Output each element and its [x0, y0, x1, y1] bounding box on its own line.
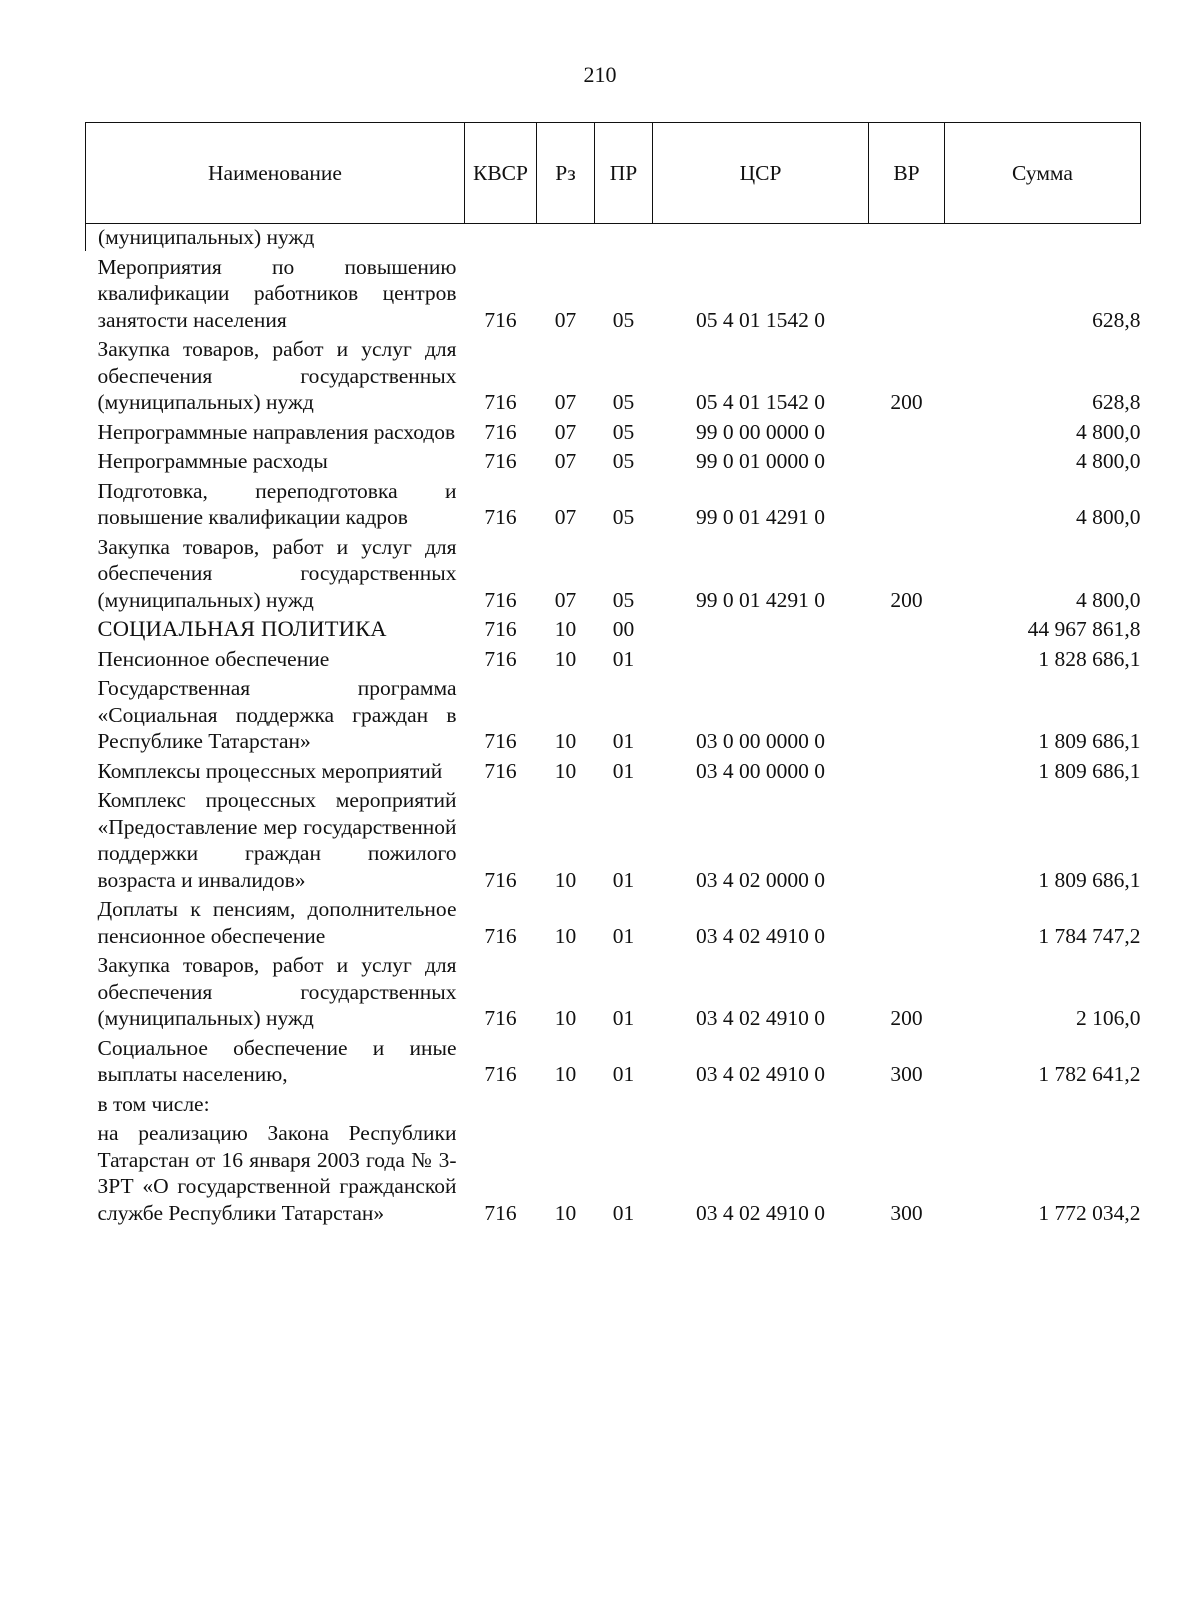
row-pr: 01	[612, 1062, 635, 1086]
row-pr: 05	[612, 419, 635, 444]
row-vr: 300	[890, 1200, 923, 1225]
row-csr: 99 0 01 4291 0	[696, 505, 825, 529]
row-pr: 01	[612, 646, 635, 671]
row-vr	[869, 416, 945, 446]
column-header-name: Наименование	[86, 123, 465, 224]
row-kvsr: 716	[484, 646, 517, 671]
row-sum: 4 800,0	[1076, 587, 1141, 612]
row-csr: 05 4 01 1542 0	[696, 390, 825, 414]
row-vr	[869, 784, 945, 893]
row-rz: 10	[554, 867, 577, 892]
row-csr	[653, 613, 869, 643]
row-name: Непрограммные расходы	[97, 449, 328, 473]
row-vr	[869, 672, 945, 755]
row-rz: 10	[554, 1006, 577, 1030]
row-sum: 1 809 686,1	[1038, 867, 1141, 892]
row-csr: 99 0 01 4291 0	[696, 587, 825, 612]
row-kvsr: 716	[484, 1062, 517, 1086]
row-rz: 07	[554, 419, 577, 444]
row-vr	[869, 643, 945, 673]
row-kvsr: 716	[484, 419, 517, 444]
row-kvsr: 716	[484, 307, 517, 332]
row-vr: 300	[890, 1062, 923, 1086]
row-name: СОЦИАЛЬНАЯ ПОЛИТИКА	[97, 616, 387, 641]
page-number: 210	[583, 62, 617, 87]
row-vr	[869, 1088, 945, 1118]
table-row	[86, 333, 1141, 416]
row-vr	[869, 893, 945, 949]
row-kvsr: 716	[484, 1006, 517, 1030]
row-name: Доплаты к пенсиям, дополнительное пенсионное обеспечение	[97, 897, 457, 948]
table-row	[86, 445, 1141, 475]
row-vr: 200	[890, 390, 923, 414]
table-row	[86, 531, 1141, 614]
row-kvsr: 716	[484, 1200, 517, 1225]
row-name: Непрограммные направления расходов	[97, 419, 456, 444]
row-pr: 00	[612, 617, 635, 641]
row-rz: 07	[554, 505, 577, 529]
row-kvsr: 716	[484, 587, 517, 612]
table-row	[86, 949, 1141, 1032]
row-csr: 99 0 00 0000 0	[696, 419, 825, 444]
row-name: Социальное обеспечение и иные выплаты населению,	[97, 1035, 457, 1086]
column-header-rz: Рз	[537, 123, 595, 224]
row-vr	[869, 445, 945, 475]
row-sum: 1 809 686,1	[1038, 758, 1141, 783]
row-vr: 200	[890, 1006, 923, 1030]
table-row	[86, 251, 1141, 334]
row-pr: 05	[612, 449, 635, 473]
row-pr: 01	[612, 1200, 635, 1225]
row-csr	[653, 1088, 869, 1118]
row-sum: 1 784 747,2	[1038, 923, 1141, 948]
row-sum: 1 772 034,2	[1038, 1200, 1141, 1225]
table-row-note	[86, 1088, 1141, 1118]
row-rz: 10	[554, 1200, 577, 1225]
row-csr: 03 4 02 4910 0	[696, 1200, 825, 1225]
row-rz: 10	[554, 646, 577, 671]
row-name: (муниципальных) нужд	[86, 224, 465, 251]
column-header-vr: ВР	[869, 123, 945, 224]
row-sum	[945, 224, 1141, 251]
row-name: Мероприятия по повышению квалификации работников центров занятости населения	[97, 254, 457, 332]
table-row	[86, 1117, 1141, 1226]
row-sum: 1 782 641,2	[1038, 1062, 1141, 1086]
row-name: на реализацию Закона Республики Татарстан от 16 января 2003 года № 3-ЗРТ «О государственной гражданской службе Республики Татарстан»	[97, 1121, 457, 1225]
table-row-section	[86, 613, 1141, 643]
table-row	[86, 416, 1141, 446]
table-row	[86, 1032, 1141, 1088]
row-kvsr: 716	[484, 729, 517, 753]
table-row	[86, 643, 1141, 673]
row-pr	[595, 224, 653, 251]
row-name: Государственная программа «Социальная поддержка граждан в Республике Татарстан»	[97, 676, 457, 753]
row-sum: 1 809 686,1	[1038, 729, 1141, 753]
row-rz: 07	[554, 449, 577, 473]
table-row	[86, 224, 1141, 251]
row-vr	[869, 613, 945, 643]
row-rz: 10	[554, 617, 577, 641]
row-kvsr: 716	[484, 390, 517, 414]
row-csr: 05 4 01 1542 0	[696, 307, 825, 332]
row-csr	[653, 643, 869, 673]
row-pr: 01	[612, 1006, 635, 1030]
row-vr	[869, 475, 945, 531]
row-pr	[595, 1088, 653, 1118]
row-name: в том числе:	[97, 1091, 210, 1116]
row-name: Комплексы процессных мероприятий	[97, 758, 443, 783]
row-name: Закупка товаров, работ и услуг для обеспечения государственных (муниципальных) нужд	[97, 534, 457, 612]
column-header-kvsr: КВСР	[465, 123, 537, 224]
row-sum: 628,8	[1092, 390, 1141, 414]
row-kvsr: 716	[484, 867, 517, 892]
row-csr: 03 4 02 0000 0	[696, 867, 825, 892]
row-name: Пенсионное обеспечение	[97, 646, 330, 671]
row-kvsr	[465, 224, 537, 251]
table-row	[86, 672, 1141, 755]
row-pr: 05	[612, 390, 635, 414]
row-sum: 2 106,0	[1076, 1006, 1141, 1030]
row-rz: 10	[554, 1062, 577, 1086]
row-csr: 03 4 02 4910 0	[696, 923, 825, 948]
row-kvsr: 716	[484, 617, 517, 641]
column-header-pr: ПР	[595, 123, 653, 224]
row-vr	[869, 251, 945, 334]
row-sum	[945, 1088, 1141, 1118]
row-kvsr: 716	[484, 449, 517, 473]
row-rz: 10	[554, 729, 577, 753]
column-header-csr: ЦСР	[653, 123, 869, 224]
row-kvsr: 716	[484, 923, 517, 948]
table-row	[86, 475, 1141, 531]
row-pr: 05	[612, 587, 635, 612]
row-rz: 07	[554, 307, 577, 332]
row-sum: 44 967 861,8	[1027, 617, 1141, 641]
row-rz: 10	[554, 923, 577, 948]
row-rz: 07	[554, 390, 577, 414]
row-pr: 01	[612, 923, 635, 948]
row-csr: 99 0 01 0000 0	[696, 449, 825, 473]
row-sum: 4 800,0	[1076, 419, 1141, 444]
row-rz: 07	[554, 587, 577, 612]
row-sum: 628,8	[1092, 307, 1141, 332]
row-name: Комплекс процессных мероприятий «Предоставление мер государственной поддержки граждан пожилого возраста и инвалидов»	[97, 788, 457, 892]
row-kvsr: 716	[484, 505, 517, 529]
row-pr: 01	[612, 867, 635, 892]
row-vr	[869, 224, 945, 251]
row-kvsr	[465, 1088, 537, 1118]
row-rz: 10	[554, 758, 577, 783]
row-rz	[537, 1088, 595, 1118]
row-vr	[869, 755, 945, 785]
row-csr: 03 4 02 4910 0	[696, 1062, 825, 1086]
row-csr	[653, 224, 869, 251]
budget-table	[85, 122, 1141, 1226]
row-name: Подготовка, переподготовка и повышение квалификации кадров	[97, 478, 457, 529]
table-row	[86, 784, 1141, 893]
row-sum: 1 828 686,1	[1038, 646, 1141, 671]
table-header-row	[86, 123, 1141, 224]
row-rz	[537, 224, 595, 251]
table-row	[86, 893, 1141, 949]
row-pr: 01	[612, 758, 635, 783]
row-name: Закупка товаров, работ и услуг для обеспечения государственных (муниципальных) нужд	[97, 953, 457, 1030]
row-vr: 200	[890, 587, 923, 612]
row-csr: 03 0 00 0000 0	[696, 729, 825, 753]
row-kvsr: 716	[484, 758, 517, 783]
row-csr: 03 4 02 4910 0	[696, 1006, 825, 1030]
row-sum: 4 800,0	[1076, 449, 1141, 473]
row-csr: 03 4 00 0000 0	[696, 758, 825, 783]
column-header-sum: Сумма	[945, 123, 1141, 224]
row-sum: 4 800,0	[1076, 505, 1141, 529]
row-name: Закупка товаров, работ и услуг для обеспечения государственных (муниципальных) нужд	[97, 337, 457, 414]
table-row	[86, 755, 1141, 785]
row-pr: 05	[612, 505, 635, 529]
row-pr: 05	[612, 307, 635, 332]
row-pr: 01	[612, 729, 635, 753]
